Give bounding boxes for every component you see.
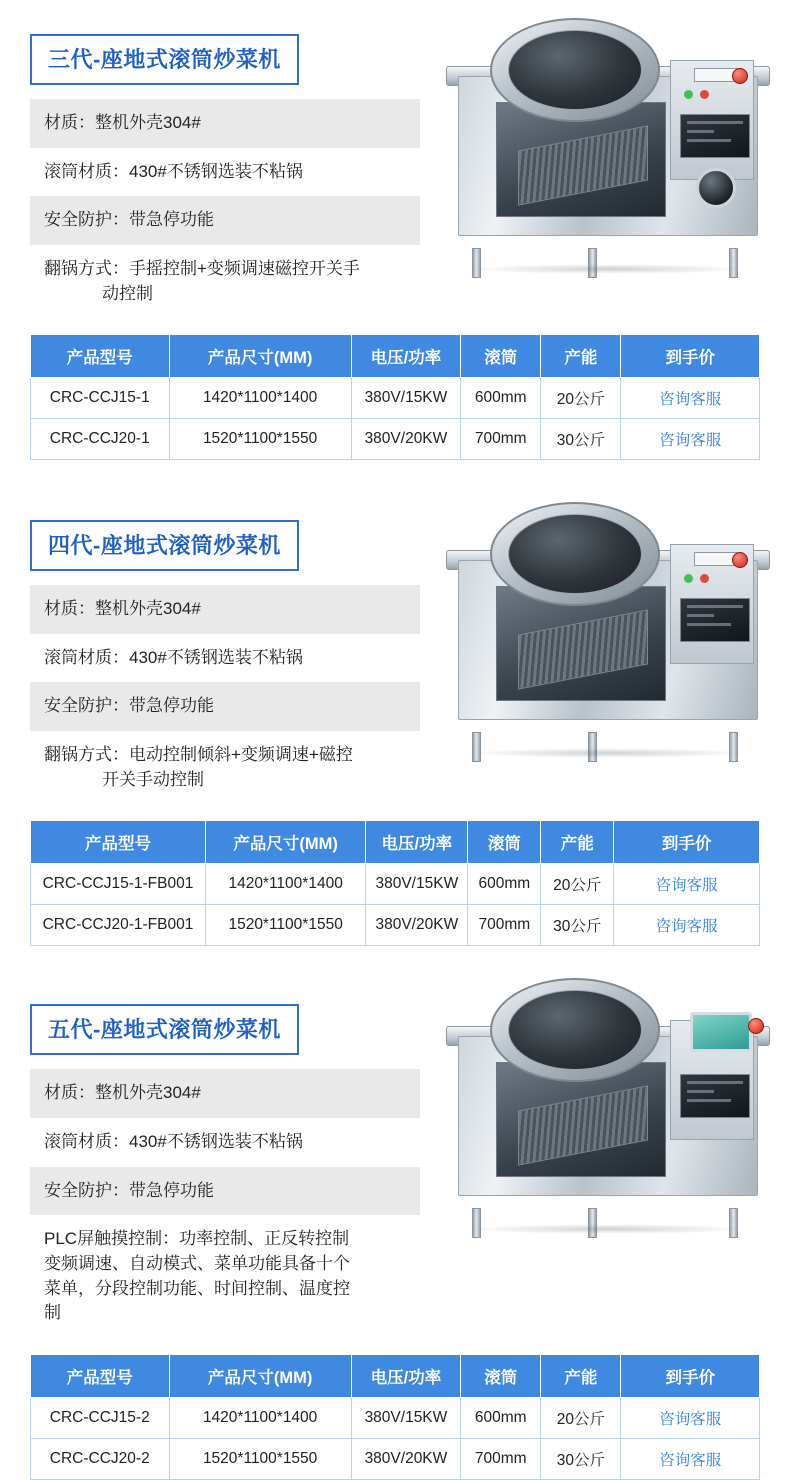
screen-line	[687, 614, 714, 617]
cell-model: CRC-CCJ20-2	[31, 1438, 170, 1479]
spec-text: 材质：整机外壳304#	[44, 113, 201, 132]
control-knob-icon	[696, 168, 736, 208]
spec-row-safety	[30, 682, 420, 731]
spec-text: 翻锅方式：手摇控制+变频调速磁控开关手	[44, 258, 360, 278]
product-image-gen3	[438, 18, 778, 278]
machine-drum-inner	[508, 514, 642, 594]
spec-text: 安全防护：带急停功能	[44, 210, 214, 230]
cell-size: 1520*1100*1550	[169, 419, 351, 460]
spec-text-cont: 变频调速、自动模式、菜单功能具备十个	[44, 1253, 350, 1273]
cell-voltage: 380V/15KW	[351, 1397, 460, 1438]
cell-capacity: 30公斤	[541, 419, 621, 460]
machine-screen	[680, 598, 750, 642]
cell-model: CRC-CCJ20-1	[31, 419, 170, 460]
machine-illustration	[438, 18, 778, 278]
spec-text: 材质：整机外壳304#	[44, 599, 201, 619]
table-header-row	[31, 335, 760, 378]
cell-drum: 700mm	[461, 1438, 541, 1479]
spec-row-safety	[30, 196, 420, 245]
col-drum: 滚筒	[461, 1354, 541, 1397]
screen-line	[687, 1099, 731, 1102]
spec-text-cont: 菜单，分段控制功能、时间控制、温度控	[44, 1278, 350, 1298]
cell-capacity: 20公斤	[541, 864, 614, 905]
product-table-gen3	[30, 334, 760, 460]
screen-line	[687, 623, 731, 626]
floor-shadow	[466, 264, 750, 274]
cell-drum: 600mm	[468, 864, 541, 905]
spec-list-gen4	[30, 585, 420, 804]
col-model: 产品型号	[31, 821, 206, 864]
screen-line	[687, 605, 743, 608]
spec-text: 安全防护：带急停功能	[44, 696, 214, 716]
cell-model: CRC-CCJ20-1-FB001	[31, 905, 206, 946]
floor-shadow	[466, 1224, 750, 1234]
contact-service-link[interactable]: 咨询客服	[621, 1397, 760, 1438]
spec-row-material	[30, 99, 420, 148]
cell-voltage: 380V/15KW	[366, 864, 468, 905]
cell-voltage: 380V/15KW	[351, 378, 460, 419]
table-row	[31, 864, 760, 905]
cell-size: 1420*1100*1400	[169, 1397, 351, 1438]
product-table-gen5	[30, 1354, 760, 1480]
product-image-gen5	[438, 978, 778, 1238]
screen-line	[687, 130, 714, 133]
led-green-icon	[684, 574, 693, 583]
table-row	[31, 1397, 760, 1438]
col-capacity: 产能	[541, 821, 614, 864]
cell-voltage: 380V/20KW	[366, 905, 468, 946]
spec-text-cont: 制	[44, 1303, 61, 1323]
spec-row-drum-material	[30, 148, 420, 197]
spec-row-material	[30, 1069, 420, 1118]
cell-size: 1420*1100*1400	[205, 864, 365, 905]
spec-list-gen3	[30, 99, 420, 318]
machine-screen	[680, 1074, 750, 1118]
col-model: 产品型号	[31, 1354, 170, 1397]
product-section-gen4	[0, 460, 790, 946]
cell-drum: 600mm	[461, 378, 541, 419]
spec-text: 安全防护：带急停功能	[44, 1180, 214, 1200]
screen-line	[687, 1081, 743, 1084]
section-title-text: 四代-座地式滚筒炒菜机	[48, 533, 281, 559]
screen-line	[687, 139, 731, 142]
cell-size: 1420*1100*1400	[169, 378, 351, 419]
cell-size: 1520*1100*1550	[169, 1438, 351, 1479]
spec-text: 滚筒材质：430#不锈钢选装不粘锅	[44, 647, 303, 667]
spec-text: 滚筒材质：430#不锈钢选装不粘锅	[44, 1132, 303, 1152]
contact-service-link[interactable]: 咨询客服	[614, 905, 760, 946]
machine-drum-inner	[508, 30, 642, 110]
cell-voltage: 380V/20KW	[351, 1438, 460, 1479]
col-size: 产品尺寸(MM)	[169, 335, 351, 378]
cell-model: CRC-CCJ15-1-FB001	[31, 864, 206, 905]
cell-model: CRC-CCJ15-1	[31, 378, 170, 419]
machine-drum-inner	[508, 990, 642, 1070]
spec-row-plc-control	[30, 1215, 420, 1338]
product-table-gen4	[30, 820, 760, 946]
indicator-lights	[680, 554, 748, 584]
table-row	[31, 1438, 760, 1479]
section-title-gen5	[30, 1004, 299, 1055]
section-title-text: 五代-座地式滚筒炒菜机	[48, 1017, 281, 1043]
col-model: 产品型号	[31, 335, 170, 378]
col-price: 到手价	[621, 335, 760, 378]
cell-size: 1520*1100*1550	[205, 905, 365, 946]
cell-drum: 600mm	[461, 1397, 541, 1438]
product-section-gen3	[0, 0, 790, 460]
col-voltage: 电压/功率	[366, 821, 468, 864]
contact-service-link[interactable]: 咨询客服	[621, 378, 760, 419]
contact-service-link[interactable]: 咨询客服	[621, 1438, 760, 1479]
spec-row-safety	[30, 1167, 420, 1216]
machine-illustration	[438, 502, 778, 762]
spec-list-gen5	[30, 1069, 420, 1337]
cell-capacity: 20公斤	[541, 1397, 621, 1438]
col-price: 到手价	[614, 821, 760, 864]
col-capacity: 产能	[541, 1354, 621, 1397]
screen-line	[687, 121, 743, 124]
spec-row-material	[30, 585, 420, 634]
cell-voltage: 380V/20KW	[351, 419, 460, 460]
spec-text: 材质：整机外壳304#	[44, 1083, 201, 1103]
screen-line	[687, 1090, 714, 1093]
cell-capacity: 30公斤	[541, 1438, 621, 1479]
cell-capacity: 20公斤	[541, 378, 621, 419]
col-drum: 滚筒	[461, 335, 541, 378]
col-voltage: 电压/功率	[351, 335, 460, 378]
col-voltage: 电压/功率	[351, 1354, 460, 1397]
col-price: 到手价	[621, 1354, 760, 1397]
col-drum: 滚筒	[468, 821, 541, 864]
spec-text-cont: 开关手动控制	[102, 769, 204, 789]
cell-drum: 700mm	[461, 419, 541, 460]
machine-illustration	[438, 978, 778, 1238]
cell-model: CRC-CCJ15-2	[31, 1397, 170, 1438]
table-row	[31, 905, 760, 946]
plc-touch-screen	[690, 1012, 752, 1052]
table-header-row	[31, 821, 760, 864]
col-capacity: 产能	[541, 335, 621, 378]
product-image-gen4	[438, 502, 778, 762]
section-title-gen3	[30, 34, 299, 85]
table-row	[31, 419, 760, 460]
col-size: 产品尺寸(MM)	[205, 821, 365, 864]
machine-screen	[680, 114, 750, 158]
spec-row-drum-material	[30, 634, 420, 683]
cell-drum: 700mm	[468, 905, 541, 946]
spec-row-flip-mode	[30, 245, 420, 318]
indicator-lights	[680, 70, 748, 100]
table-row	[31, 378, 760, 419]
table-header-row	[31, 1354, 760, 1397]
section-title-gen4	[30, 520, 299, 571]
floor-shadow	[466, 748, 750, 758]
product-section-gen5	[0, 946, 790, 1479]
contact-service-link[interactable]: 咨询客服	[614, 864, 760, 905]
spec-row-flip-mode	[30, 731, 420, 804]
spec-text: 滚筒材质：430#不锈钢选装不粘锅	[44, 161, 303, 181]
contact-service-link[interactable]: 咨询客服	[621, 419, 760, 460]
led-red-icon	[700, 90, 709, 99]
led-red-icon	[700, 574, 709, 583]
col-size: 产品尺寸(MM)	[169, 1354, 351, 1397]
cell-capacity: 30公斤	[541, 905, 614, 946]
spec-text-cont: 动控制	[102, 283, 153, 303]
led-green-icon	[684, 90, 693, 99]
spec-text: PLC屏触摸控制：功率控制、正反转控制	[44, 1229, 350, 1249]
spec-row-drum-material	[30, 1118, 420, 1167]
spec-text: 翻锅方式：电动控制倾斜+变频调速+磁控	[44, 745, 353, 765]
section-title-text: 三代-座地式滚筒炒菜机	[48, 47, 281, 72]
